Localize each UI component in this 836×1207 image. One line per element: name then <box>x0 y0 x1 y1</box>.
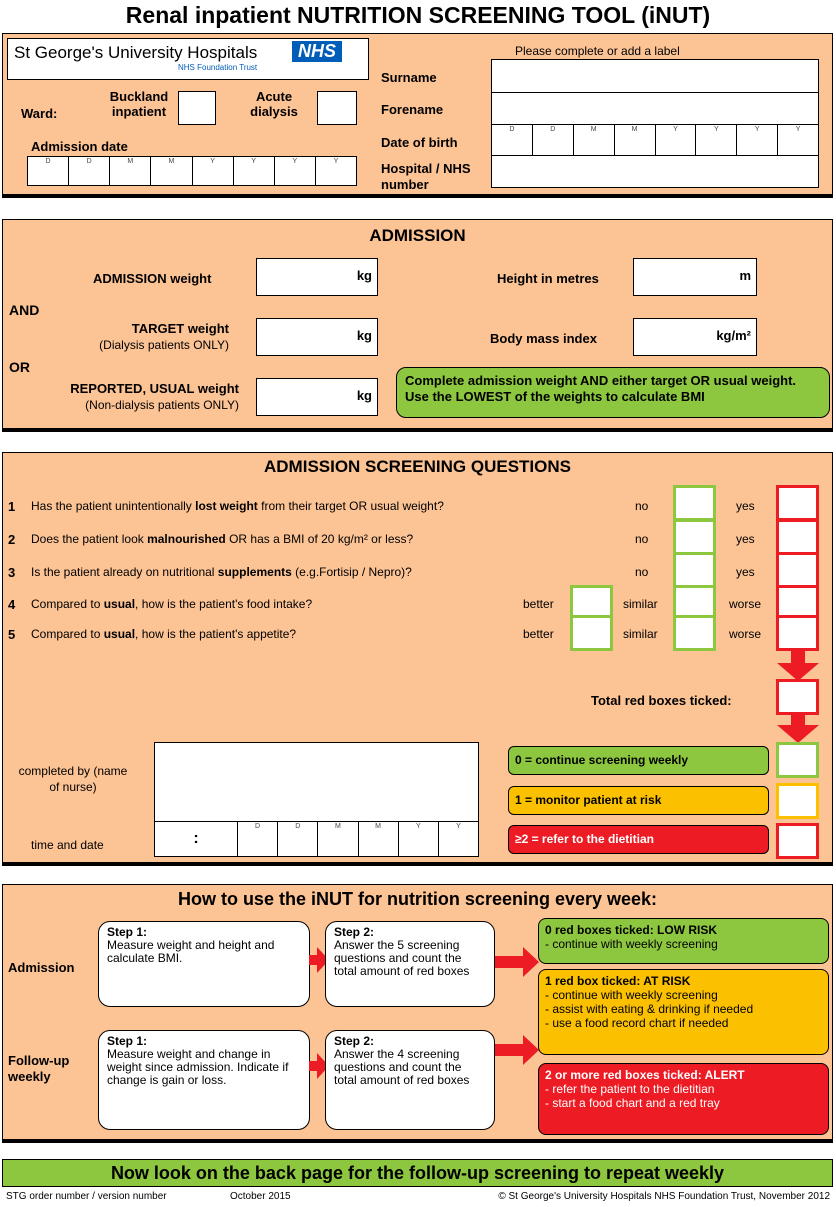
question-text: Compared to usual, how is the patient's appetite? <box>31 627 297 641</box>
howto-title: How to use the iNUT for nutrition screening every week: <box>177 889 658 909</box>
question-number: 3 <box>8 565 16 580</box>
q5-similar-checkbox[interactable] <box>673 615 716 651</box>
admission-row-label: Admission <box>8 960 75 975</box>
q2-no-checkbox[interactable] <box>673 519 716 555</box>
acute-checkbox[interactable] <box>317 91 357 125</box>
footer-copyright: © St George's University Hospitals NHS Foundation Trust, November 2012 <box>498 1191 830 1202</box>
ward-label: Ward: <box>21 106 58 121</box>
yes-label: yes <box>736 499 755 513</box>
forename-field[interactable] <box>491 92 819 125</box>
better-label: better <box>523 627 554 641</box>
footer-date: October 2015 <box>230 1191 291 1202</box>
at-risk-box: 1 red box ticked: AT RISK - continue with weekly screening - assist with eating & drinking if needed - use a food record chart if needed <box>538 969 829 1055</box>
surname-label: Surname <box>381 70 437 85</box>
q3-yes-checkbox[interactable] <box>776 552 819 588</box>
forename-label: Forename <box>381 102 444 117</box>
admission-date-field[interactable]: D D M M Y Y Y Y <box>27 156 357 186</box>
screening-title: ADMISSION SCREENING QUESTIONS <box>264 457 571 476</box>
score-1-checkbox[interactable] <box>776 783 819 819</box>
target-weight-field[interactable]: kg <box>256 318 378 356</box>
yes-label: yes <box>736 565 755 579</box>
admission-date-label: Admission date <box>31 139 128 154</box>
no-label: no <box>635 532 649 546</box>
followup-step2: Step 2: Answer the 4 screening questions and count the total amount of red boxes <box>325 1030 495 1130</box>
nhs-logo-box <box>7 38 369 80</box>
instruction-box: Complete admission weight AND either target OR usual weight. Use the LOWEST of the weights to calculate BMI <box>396 367 830 418</box>
no-label: no <box>635 499 649 513</box>
score-1-pill: 1 = monitor patient at risk <box>508 786 769 815</box>
q5-better-checkbox[interactable] <box>570 615 613 651</box>
alert-box: 2 or more red boxes ticked: ALERT - refer the patient to the dietitian - start a food chart and a red tray <box>538 1063 829 1135</box>
worse-label: worse <box>729 627 762 641</box>
org-name: St George's University Hospitals <box>14 43 258 62</box>
q2-yes-checkbox[interactable] <box>776 519 819 555</box>
hospital-number-label: Hospital / NHS number <box>381 161 471 192</box>
question-text: Compared to usual, how is the patient's food intake? <box>31 597 313 611</box>
footer-order: STG order number / version number <box>6 1191 167 1202</box>
screening-panel <box>2 452 833 866</box>
page-title: Renal inpatient NUTRITION SCREENING TOOL (iNUT) <box>125 2 711 28</box>
followup-step1: Step 1: Measure weight and change in weight since admission. Indicate if change is gain or loss. <box>98 1030 310 1130</box>
time-date-field[interactable] <box>154 821 479 857</box>
bmi-field[interactable]: kg/m² <box>633 318 757 356</box>
question-text: Has the patient unintentionally lost weight from their target OR usual weight? <box>31 499 444 513</box>
followup-row-label: Follow-up weekly <box>8 1053 70 1084</box>
question-number: 2 <box>8 532 16 547</box>
height-label: Height in metres <box>497 271 599 286</box>
q5-worse-checkbox[interactable] <box>776 615 819 651</box>
admission-weight-label: ADMISSION weight <box>93 271 212 286</box>
yes-label: yes <box>736 532 755 546</box>
low-risk-box: 0 red boxes ticked: LOW RISK - continue with weekly screening <box>538 918 829 964</box>
surname-field[interactable] <box>491 59 819 93</box>
right-arrow-icon <box>495 1035 539 1065</box>
question-number: 5 <box>8 627 16 642</box>
nurse-name-field[interactable] <box>154 742 479 822</box>
and-label: AND <box>9 302 40 318</box>
label-prompt: Please complete or add a label <box>515 44 680 58</box>
date-cells: D D M M Y Y <box>237 822 478 856</box>
total-label: Total red boxes ticked: <box>591 693 732 708</box>
down-arrow-icon <box>777 651 819 681</box>
score-2-checkbox[interactable] <box>776 823 819 859</box>
back-page-banner: Now look on the back page for the follow-up screening to repeat weekly <box>2 1159 833 1187</box>
admission-title: ADMISSION <box>369 226 466 245</box>
acute-label: Acute dialysis <box>250 89 298 119</box>
worse-label: worse <box>729 597 762 611</box>
admission-step1: Step 1: Measure weight and height and calculate BMI. <box>98 921 310 1007</box>
q1-yes-checkbox[interactable] <box>776 485 819 521</box>
buckland-label: Buckland inpatient <box>109 89 169 119</box>
howto-panel <box>2 884 833 1143</box>
height-field[interactable]: m <box>633 258 757 296</box>
total-red-box[interactable] <box>776 679 819 715</box>
patient-details-panel <box>2 33 833 198</box>
admission-step2: Step 2: Answer the 5 screening questions and count the total amount of red boxes <box>325 921 495 1007</box>
question-number: 1 <box>8 499 16 514</box>
trust-name: NHS Foundation Trust <box>178 63 258 72</box>
dob-label: Date of birth <box>381 135 458 150</box>
target-weight-label: TARGET weight <box>131 321 229 336</box>
admission-panel <box>2 219 833 432</box>
usual-weight-label: REPORTED, USUAL weight <box>70 381 239 396</box>
usual-weight-field[interactable]: kg <box>256 378 378 416</box>
better-label: better <box>523 597 554 611</box>
admission-weight-field[interactable]: kg <box>256 258 378 296</box>
q3-no-checkbox[interactable] <box>673 552 716 588</box>
no-label: no <box>635 565 649 579</box>
hospital-number-field[interactable] <box>491 155 819 188</box>
down-arrow-icon <box>777 715 819 743</box>
score-2-pill: ≥2 = refer to the dietitian <box>508 825 769 854</box>
question-text: Does the patient look malnourished OR has a BMI of 20 kg/m² or less? <box>31 532 414 546</box>
question-number: 4 <box>8 597 16 612</box>
time-date-label: time and date <box>31 838 104 852</box>
similar-label: similar <box>623 597 658 611</box>
bmi-label: Body mass index <box>490 331 597 346</box>
score-0-pill: 0 = continue screening weekly <box>508 746 769 775</box>
similar-label: similar <box>623 627 658 641</box>
buckland-checkbox[interactable] <box>178 91 216 125</box>
target-weight-note: (Dialysis patients ONLY) <box>99 338 229 352</box>
dob-field[interactable]: D D M M Y Y Y Y <box>491 124 819 156</box>
question-text: Is the patient already on nutritional supplements (e.g.Fortisip / Nepro)? <box>31 565 412 579</box>
score-0-checkbox[interactable] <box>776 742 819 778</box>
time-colon: : <box>193 830 199 847</box>
completed-by-label: completed by (name of nurse) <box>18 764 128 794</box>
q1-no-checkbox[interactable] <box>673 485 716 521</box>
usual-weight-note: (Non-dialysis patients ONLY) <box>85 398 239 412</box>
nhs-logo: NHS <box>292 41 342 62</box>
right-arrow-icon <box>495 947 539 977</box>
or-label: OR <box>9 359 30 375</box>
